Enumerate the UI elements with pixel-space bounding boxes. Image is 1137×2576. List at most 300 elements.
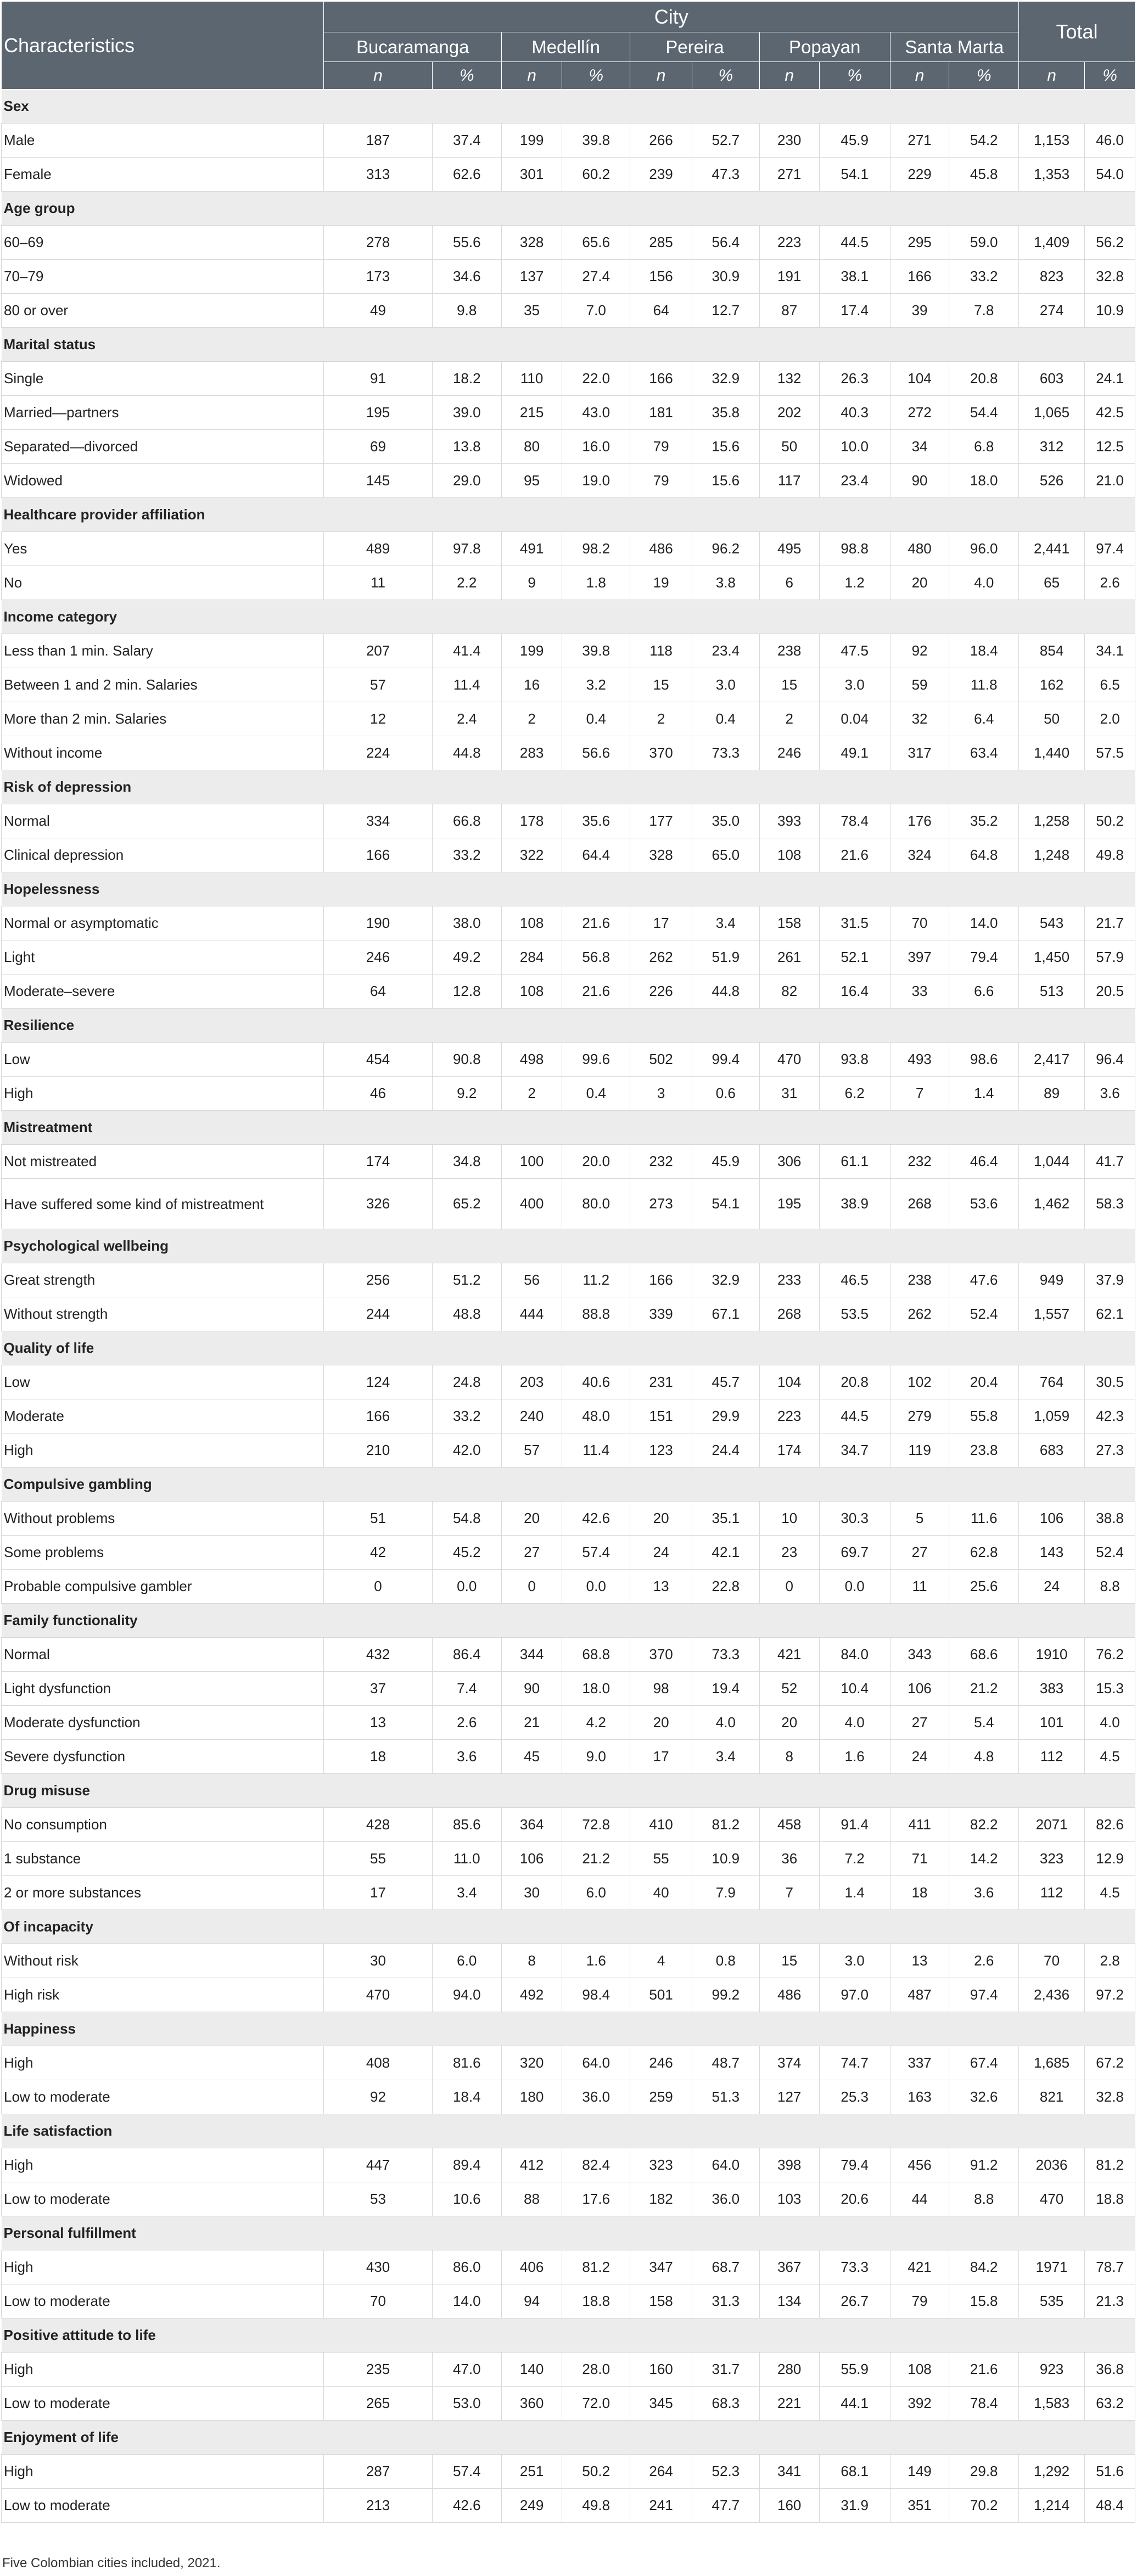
cell-n: 491	[501, 532, 562, 566]
cell-n: 1,044	[1018, 1145, 1084, 1179]
row-label: High	[2, 2353, 324, 2387]
table-row	[2, 1179, 1135, 1229]
cell-percent: 4.5	[1085, 1740, 1135, 1774]
cell-n: 108	[759, 838, 819, 872]
cell-percent: 99.2	[692, 1978, 759, 2012]
cell-n: 35	[501, 294, 562, 328]
cell-n: 79	[630, 464, 692, 498]
cell-percent: 99.4	[692, 1043, 759, 1077]
cell-n: 10	[759, 1502, 819, 1536]
cell-percent: 15.3	[1085, 1672, 1135, 1706]
cell-n: 17	[324, 1876, 432, 1910]
cell-n: 268	[759, 1297, 819, 1331]
cell-percent: 4.0	[949, 566, 1019, 600]
cell-n: 392	[890, 2387, 949, 2421]
cell-n: 1,258	[1018, 804, 1084, 838]
row-label: Light dysfunction	[2, 1672, 324, 1706]
cell-n: 312	[1018, 430, 1084, 464]
cell-percent: 26.7	[819, 2284, 890, 2319]
cell-percent: 0.0	[819, 1570, 890, 1604]
cell-percent: 21.2	[562, 1842, 630, 1876]
header-percent: %	[1085, 62, 1135, 89]
cell-percent: 31.9	[819, 2489, 890, 2523]
cell-n: 53	[324, 2182, 432, 2216]
cell-percent: 35.2	[949, 804, 1019, 838]
cell-n: 271	[890, 124, 949, 158]
category-title: Risk of depression	[2, 770, 1135, 804]
cell-percent: 62.1	[1085, 1297, 1135, 1331]
cell-percent: 49.2	[432, 940, 501, 975]
category-title: Psychological wellbeing	[2, 1229, 1135, 1263]
cell-percent: 7.2	[819, 1842, 890, 1876]
cell-percent: 23.8	[949, 1433, 1019, 1468]
cell-n: 27	[890, 1536, 949, 1570]
cell-n: 110	[501, 362, 562, 396]
cell-percent: 45.9	[819, 124, 890, 158]
cell-percent: 54.1	[692, 1179, 759, 1229]
cell-n: 229	[890, 158, 949, 192]
cell-percent: 88.8	[562, 1297, 630, 1331]
header-percent: %	[432, 62, 501, 89]
category-title: Enjoyment of life	[2, 2421, 1135, 2455]
category-title: Happiness	[2, 2012, 1135, 2046]
category-row	[2, 2421, 1135, 2455]
cell-percent: 0.04	[819, 702, 890, 736]
cell-percent: 35.8	[692, 396, 759, 430]
cell-n: 480	[890, 532, 949, 566]
cell-n: 55	[630, 1842, 692, 1876]
cell-n: 278	[324, 226, 432, 260]
cell-percent: 58.3	[1085, 1179, 1135, 1229]
cell-n: 400	[501, 1179, 562, 1229]
header-total: Total	[1018, 2, 1135, 62]
cell-n: 370	[630, 1638, 692, 1672]
cell-n: 458	[759, 1808, 819, 1842]
cell-percent: 3.6	[1085, 1077, 1135, 1111]
category-row	[2, 1229, 1135, 1263]
cell-n: 52	[759, 1672, 819, 1706]
cell-percent: 17.6	[562, 2182, 630, 2216]
cell-n: 364	[501, 1808, 562, 1842]
row-label: 60–69	[2, 226, 324, 260]
cell-n: 235	[324, 2353, 432, 2387]
category-title: Quality of life	[2, 1331, 1135, 1365]
table-row	[2, 566, 1135, 600]
category-row	[2, 1009, 1135, 1043]
table-row	[2, 975, 1135, 1009]
row-label: Severe dysfunction	[2, 1740, 324, 1774]
cell-n: 1971	[1018, 2250, 1084, 2284]
cell-percent: 63.2	[1085, 2387, 1135, 2421]
cell-n: 223	[759, 1399, 819, 1433]
cell-n: 498	[501, 1043, 562, 1077]
cell-n: 124	[324, 1365, 432, 1399]
cell-percent: 12.5	[1085, 430, 1135, 464]
cell-n: 98	[630, 1672, 692, 1706]
table-row	[2, 1740, 1135, 1774]
cell-percent: 6.8	[949, 430, 1019, 464]
cell-percent: 99.6	[562, 1043, 630, 1077]
row-label: Between 1 and 2 min. Salaries	[2, 668, 324, 702]
header-n: n	[501, 62, 562, 89]
header-n: n	[890, 62, 949, 89]
cell-n: 1,409	[1018, 226, 1084, 260]
cell-percent: 85.6	[432, 1808, 501, 1842]
cell-n: 207	[324, 634, 432, 668]
cell-n: 249	[501, 2489, 562, 2523]
category-title: Healthcare provider affiliation	[2, 498, 1135, 532]
cell-n: 20	[630, 1502, 692, 1536]
table-row	[2, 1808, 1135, 1842]
table-row	[2, 226, 1135, 260]
cell-n: 156	[630, 260, 692, 294]
cell-n: 40	[630, 1876, 692, 1910]
cell-n: 94	[501, 2284, 562, 2319]
cell-percent: 33.2	[432, 838, 501, 872]
cell-percent: 9.8	[432, 294, 501, 328]
cell-n: 421	[759, 1638, 819, 1672]
category-row	[2, 770, 1135, 804]
cell-percent: 78.7	[1085, 2250, 1135, 2284]
cell-n: 191	[759, 260, 819, 294]
category-title: Family functionality	[2, 1604, 1135, 1638]
cell-n: 0	[324, 1570, 432, 1604]
cell-n: 226	[630, 975, 692, 1009]
cell-percent: 91.4	[819, 1808, 890, 1842]
table-row	[2, 668, 1135, 702]
header-n: n	[630, 62, 692, 89]
cell-percent: 7.0	[562, 294, 630, 328]
cell-percent: 2.2	[432, 566, 501, 600]
cell-percent: 97.4	[1085, 532, 1135, 566]
cell-percent: 0.6	[692, 1077, 759, 1111]
cell-percent: 16.0	[562, 430, 630, 464]
cell-n: 233	[759, 1263, 819, 1297]
cell-n: 80	[501, 430, 562, 464]
cell-percent: 54.1	[819, 158, 890, 192]
cell-percent: 96.4	[1085, 1043, 1135, 1077]
cell-percent: 21.2	[949, 1672, 1019, 1706]
cell-n: 821	[1018, 2080, 1084, 2114]
cell-n: 20	[630, 1706, 692, 1740]
cell-n: 5	[890, 1502, 949, 1536]
cell-percent: 23.4	[819, 464, 890, 498]
row-label: Low to moderate	[2, 2080, 324, 2114]
cell-n: 266	[630, 124, 692, 158]
table-row	[2, 1365, 1135, 1399]
cell-percent: 20.5	[1085, 975, 1135, 1009]
cell-percent: 42.5	[1085, 396, 1135, 430]
cell-n: 20	[501, 1502, 562, 1536]
row-label: 70–79	[2, 260, 324, 294]
cell-percent: 38.8	[1085, 1502, 1135, 1536]
table-row	[2, 464, 1135, 498]
cell-n: 339	[630, 1297, 692, 1331]
cell-percent: 22.0	[562, 362, 630, 396]
cell-percent: 52.1	[819, 940, 890, 975]
cell-n: 106	[890, 1672, 949, 1706]
table-row	[2, 362, 1135, 396]
cell-n: 92	[890, 634, 949, 668]
row-label: Separated—divorced	[2, 430, 324, 464]
cell-percent: 57.9	[1085, 940, 1135, 975]
cell-percent: 15.6	[692, 430, 759, 464]
cell-n: 347	[630, 2250, 692, 2284]
cell-percent: 32.9	[692, 1263, 759, 1297]
cell-percent: 74.7	[819, 2046, 890, 2080]
cell-n: 456	[890, 2148, 949, 2182]
cell-percent: 45.2	[432, 1536, 501, 1570]
cell-n: 823	[1018, 260, 1084, 294]
cell-n: 1,353	[1018, 158, 1084, 192]
cell-percent: 32.9	[692, 362, 759, 396]
cell-n: 90	[501, 1672, 562, 1706]
cell-percent: 13.8	[432, 430, 501, 464]
cell-percent: 63.4	[949, 736, 1019, 770]
cell-percent: 79.4	[819, 2148, 890, 2182]
cell-percent: 5.4	[949, 1706, 1019, 1740]
cell-percent: 89.4	[432, 2148, 501, 2182]
cell-n: 493	[890, 1043, 949, 1077]
cell-n: 34	[890, 430, 949, 464]
cell-percent: 68.1	[819, 2455, 890, 2489]
cell-n: 2,417	[1018, 1043, 1084, 1077]
cell-n: 7	[890, 1077, 949, 1111]
cell-n: 13	[890, 1944, 949, 1978]
table-footnote: Five Colombian cities included, 2021.	[2, 2556, 221, 2571]
cell-percent: 84.0	[819, 1638, 890, 1672]
cell-n: 19	[630, 566, 692, 600]
table-row	[2, 2080, 1135, 2114]
cell-n: 1,462	[1018, 1179, 1084, 1229]
row-label: Yes	[2, 532, 324, 566]
cell-percent: 11.8	[949, 668, 1019, 702]
cell-percent: 1.4	[949, 1077, 1019, 1111]
cell-percent: 52.4	[1085, 1536, 1135, 1570]
cell-percent: 31.5	[819, 906, 890, 940]
table-row	[2, 2148, 1135, 2182]
cell-percent: 82.2	[949, 1808, 1019, 1842]
cell-n: 70	[1018, 1944, 1084, 1978]
cell-percent: 65.6	[562, 226, 630, 260]
cell-n: 51	[324, 1502, 432, 1536]
category-title: Compulsive gambling	[2, 1468, 1135, 1502]
cell-percent: 2.6	[949, 1944, 1019, 1978]
cell-n: 199	[501, 634, 562, 668]
cell-percent: 66.8	[432, 804, 501, 838]
cell-n: 261	[759, 940, 819, 975]
cell-percent: 16.4	[819, 975, 890, 1009]
cell-n: 210	[324, 1433, 432, 1468]
cell-n: 295	[890, 226, 949, 260]
cell-percent: 29.8	[949, 2455, 1019, 2489]
cell-percent: 8.8	[1085, 1570, 1135, 1604]
cell-n: 232	[890, 1145, 949, 1179]
category-row	[2, 600, 1135, 634]
cell-percent: 48.7	[692, 2046, 759, 2080]
cell-percent: 12.8	[432, 975, 501, 1009]
cell-n: 118	[630, 634, 692, 668]
cell-n: 166	[630, 1263, 692, 1297]
cell-percent: 81.2	[562, 2250, 630, 2284]
cell-n: 46	[324, 1077, 432, 1111]
cell-percent: 34.6	[432, 260, 501, 294]
cell-n: 57	[501, 1433, 562, 1468]
table-row	[2, 430, 1135, 464]
cell-percent: 21.3	[1085, 2284, 1135, 2319]
cell-n: 106	[501, 1842, 562, 1876]
cell-n: 39	[890, 294, 949, 328]
cell-percent: 68.6	[949, 1638, 1019, 1672]
cell-percent: 54.0	[1085, 158, 1135, 192]
cell-percent: 56.8	[562, 940, 630, 975]
cell-n: 2	[630, 702, 692, 736]
cell-percent: 81.2	[692, 1808, 759, 1842]
cell-n: 854	[1018, 634, 1084, 668]
row-label: Great strength	[2, 1263, 324, 1297]
cell-n: 177	[630, 804, 692, 838]
cell-n: 285	[630, 226, 692, 260]
cell-percent: 4.5	[1085, 1876, 1135, 1910]
cell-percent: 21.6	[562, 906, 630, 940]
header-percent: %	[949, 62, 1019, 89]
cell-n: 101	[1018, 1706, 1084, 1740]
cell-n: 251	[501, 2455, 562, 2489]
cell-percent: 12.9	[1085, 1842, 1135, 1876]
cell-percent: 46.0	[1085, 124, 1135, 158]
cell-percent: 11.4	[432, 668, 501, 702]
table-row	[2, 1399, 1135, 1433]
cell-percent: 62.8	[949, 1536, 1019, 1570]
cell-percent: 64.0	[692, 2148, 759, 2182]
table-row	[2, 1876, 1135, 1910]
cell-percent: 47.0	[432, 2353, 501, 2387]
row-label: Without strength	[2, 1297, 324, 1331]
row-label: No	[2, 566, 324, 600]
cell-n: 273	[630, 1179, 692, 1229]
cell-n: 57	[324, 668, 432, 702]
table-row	[2, 1638, 1135, 1672]
row-label: Without risk	[2, 1944, 324, 1978]
cell-percent: 10.0	[819, 430, 890, 464]
cell-percent: 64.8	[949, 838, 1019, 872]
cell-percent: 68.8	[562, 1638, 630, 1672]
cell-n: 1,065	[1018, 396, 1084, 430]
table-header	[2, 2, 1135, 89]
cell-n: 360	[501, 2387, 562, 2421]
cell-percent: 98.2	[562, 532, 630, 566]
header-city-name: Pereira	[630, 32, 759, 62]
cell-percent: 82.6	[1085, 1808, 1135, 1842]
cell-percent: 38.9	[819, 1179, 890, 1229]
cell-percent: 56.6	[562, 736, 630, 770]
cell-n: 256	[324, 1263, 432, 1297]
cell-n: 166	[324, 838, 432, 872]
table-row	[2, 2046, 1135, 2080]
category-title: Mistreatment	[2, 1111, 1135, 1145]
cell-percent: 46.5	[819, 1263, 890, 1297]
table-body	[2, 89, 1135, 2523]
cell-n: 301	[501, 158, 562, 192]
cell-n: 221	[759, 2387, 819, 2421]
cell-n: 489	[324, 532, 432, 566]
cell-percent: 65.0	[692, 838, 759, 872]
cell-n: 949	[1018, 1263, 1084, 1297]
table-row	[2, 260, 1135, 294]
cell-percent: 0.4	[692, 702, 759, 736]
cell-percent: 2.8	[1085, 1944, 1135, 1978]
cell-n: 50	[759, 430, 819, 464]
cell-percent: 20.6	[819, 2182, 890, 2216]
cell-percent: 57.4	[432, 2455, 501, 2489]
cell-n: 232	[630, 1145, 692, 1179]
table-row	[2, 1944, 1135, 1978]
row-label: Normal or asymptomatic	[2, 906, 324, 940]
category-row	[2, 1111, 1135, 1145]
cell-percent: 98.6	[949, 1043, 1019, 1077]
row-label: Moderate–severe	[2, 975, 324, 1009]
cell-n: 30	[501, 1876, 562, 1910]
cell-percent: 42.3	[1085, 1399, 1135, 1433]
cell-n: 181	[630, 396, 692, 430]
cell-n: 0	[501, 1570, 562, 1604]
cell-percent: 62.6	[432, 158, 501, 192]
cell-n: 223	[759, 226, 819, 260]
cell-percent: 44.8	[432, 736, 501, 770]
cell-percent: 67.2	[1085, 2046, 1135, 2080]
cell-percent: 64.0	[562, 2046, 630, 2080]
category-title: Marital status	[2, 328, 1135, 362]
cell-percent: 12.7	[692, 294, 759, 328]
cell-percent: 36.0	[692, 2182, 759, 2216]
cell-n: 108	[501, 975, 562, 1009]
cell-percent: 47.3	[692, 158, 759, 192]
row-label: Low to moderate	[2, 2284, 324, 2319]
cell-n: 112	[1018, 1876, 1084, 1910]
cell-percent: 6.4	[949, 702, 1019, 736]
row-label: 80 or over	[2, 294, 324, 328]
cell-n: 70	[324, 2284, 432, 2319]
row-label: Not mistreated	[2, 1145, 324, 1179]
cell-n: 106	[1018, 1502, 1084, 1536]
cell-n: 2	[501, 1077, 562, 1111]
cell-n: 6	[759, 566, 819, 600]
cell-percent: 44.5	[819, 1399, 890, 1433]
cell-n: 0	[759, 1570, 819, 1604]
cell-percent: 44.8	[692, 975, 759, 1009]
cell-n: 398	[759, 2148, 819, 2182]
category-row	[2, 2114, 1135, 2148]
cell-n: 12	[324, 702, 432, 736]
cell-n: 370	[630, 736, 692, 770]
table-row	[2, 838, 1135, 872]
table-row	[2, 2353, 1135, 2387]
cell-percent: 20.0	[562, 1145, 630, 1179]
cell-n: 1,214	[1018, 2489, 1084, 2523]
cell-n: 337	[890, 2046, 949, 2080]
cell-n: 1,153	[1018, 124, 1084, 158]
cell-n: 108	[890, 2353, 949, 2387]
row-label: Married—partners	[2, 396, 324, 430]
cell-percent: 55.8	[949, 1399, 1019, 1433]
cell-percent: 22.8	[692, 1570, 759, 1604]
cell-n: 203	[501, 1365, 562, 1399]
cell-percent: 30.3	[819, 1502, 890, 1536]
cell-n: 492	[501, 1978, 562, 2012]
cell-n: 280	[759, 2353, 819, 2387]
cell-percent: 47.6	[949, 1263, 1019, 1297]
cell-n: 259	[630, 2080, 692, 2114]
